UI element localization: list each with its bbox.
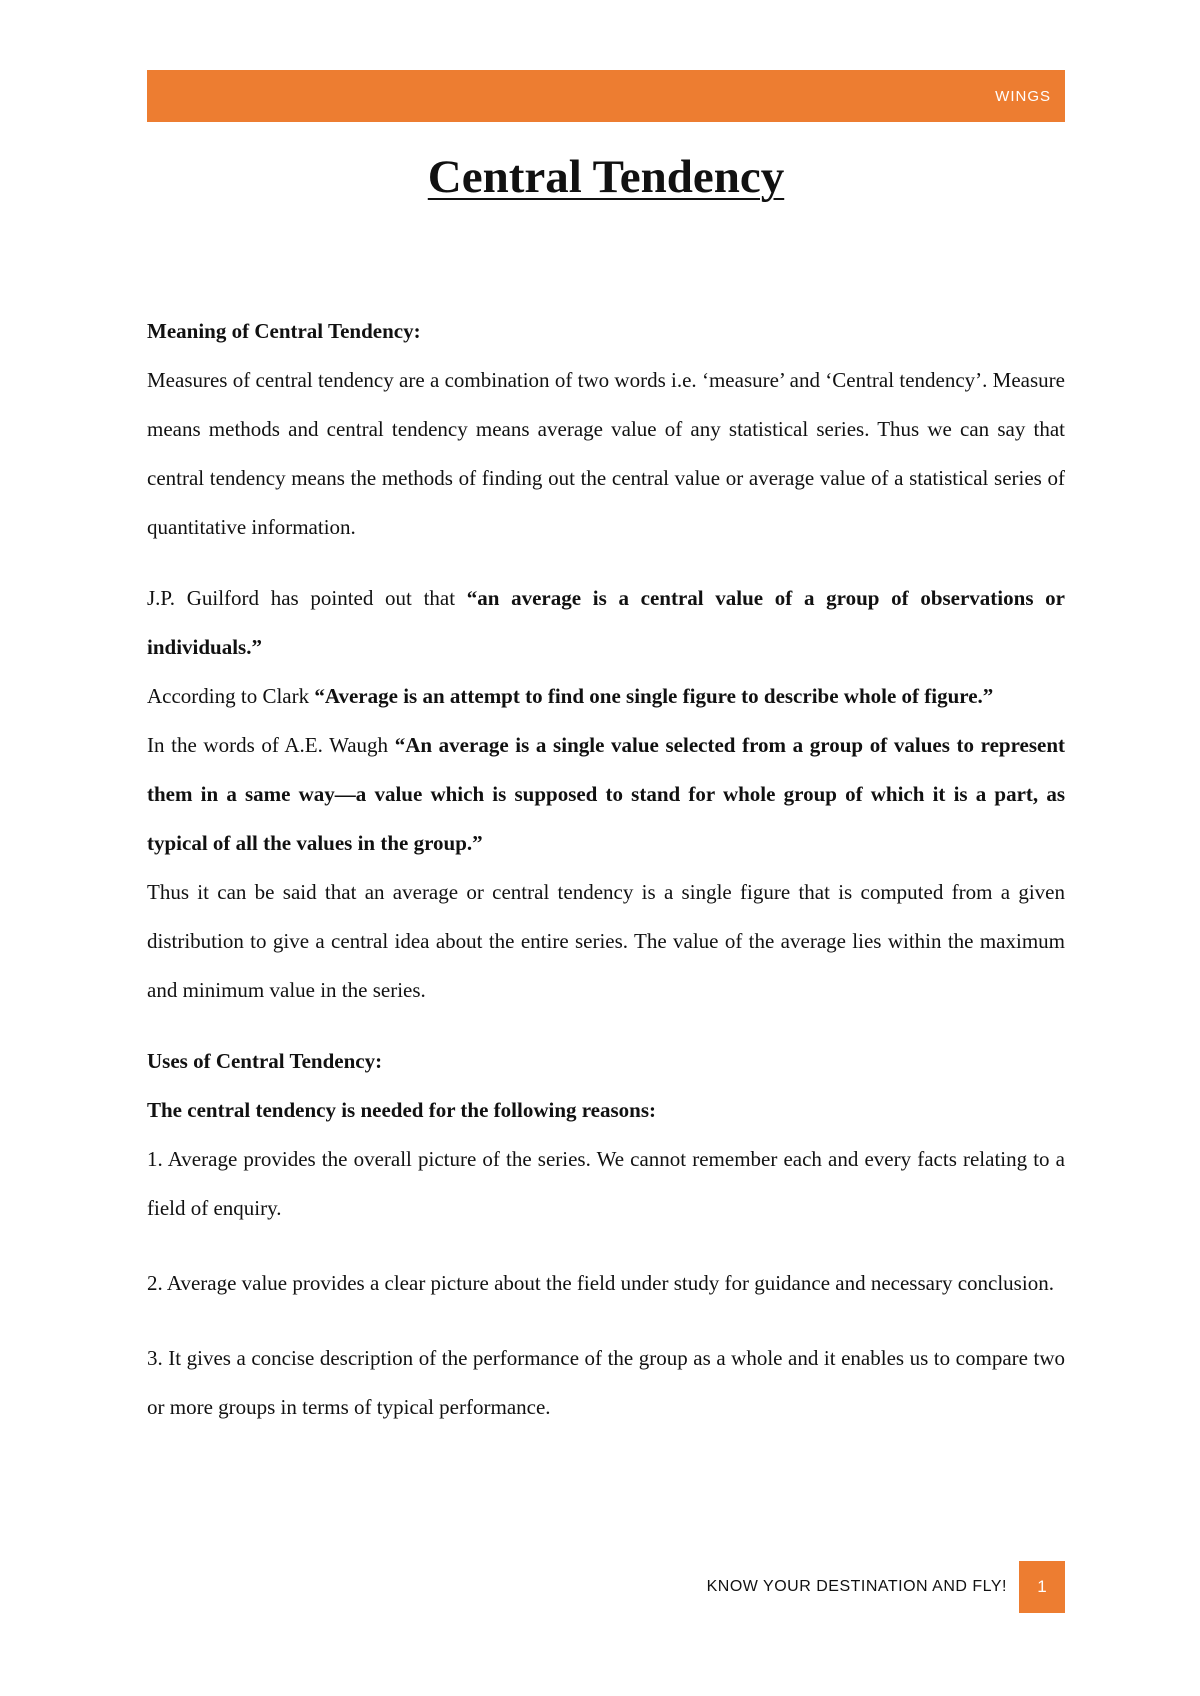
waugh-quote: “An average is a single value selected from a group of values to represent them in a same way—a value which is supposed to stand for whole group of which it is a part, as typical of all the values in the group.” [147,733,1065,855]
conclusion-paragraph: Thus it can be said that an average or central tendency is a single figure that is computed from a given distribution to give a central idea about the entire series. The value of the average lies within the maximum and minimum value in the series. [147,880,1065,1002]
footer [147,1561,1065,1613]
guilford-quote-paragraph [147,574,1065,672]
list-item: 3. It gives a concise description of the performance of the group as a whole and it enables us to compare two or more groups in terms of typical performance. [147,1346,1065,1419]
section-heading-uses: Uses of Central Tendency: [147,1049,383,1073]
header-band [147,70,1065,122]
clark-quote: “Average is an attempt to find one single figure to describe whole of figure.” [314,684,994,708]
meaning-paragraph: Measures of central tendency are a combination of two words i.e. ‘measure’ and ‘Central tendency’. Measure means methods and central tendency means average value of any statistical series. Thus we can say that central tendency means the methods of finding out the central value or average value of a statistical series of quantitative information. [147,368,1065,539]
page-number: 1 [1019,1561,1065,1613]
footer-tagline: KNOW YOUR DESTINATION AND FLY! [706,1578,1007,1595]
section-heading-meaning: Meaning of Central Tendency: [147,319,421,343]
page-title: Central Tendency [427,151,785,203]
clark-quote-paragraph [147,672,1065,721]
waugh-intro: In the words of A.E. Waugh [147,733,395,757]
clark-intro: According to Clark [147,684,315,708]
guilford-quote: “an average is a central value of a group of observations or individuals.” [147,586,1065,659]
document-body [147,307,1065,1432]
waugh-quote-paragraph [147,721,1065,868]
guilford-intro: J.P. Guilford has pointed out that [147,586,467,610]
list-item: 2. Average value provides a clear picture about the field under study for guidance and necessary conclusion. [147,1271,1054,1295]
header-label: WINGS [995,88,1051,105]
uses-subheading: The central tendency is needed for the following reasons: [147,1098,657,1122]
list-item: 1. Average provides the overall picture of the series. We cannot remember each and every facts relating to a field of enquiry. [147,1147,1065,1220]
